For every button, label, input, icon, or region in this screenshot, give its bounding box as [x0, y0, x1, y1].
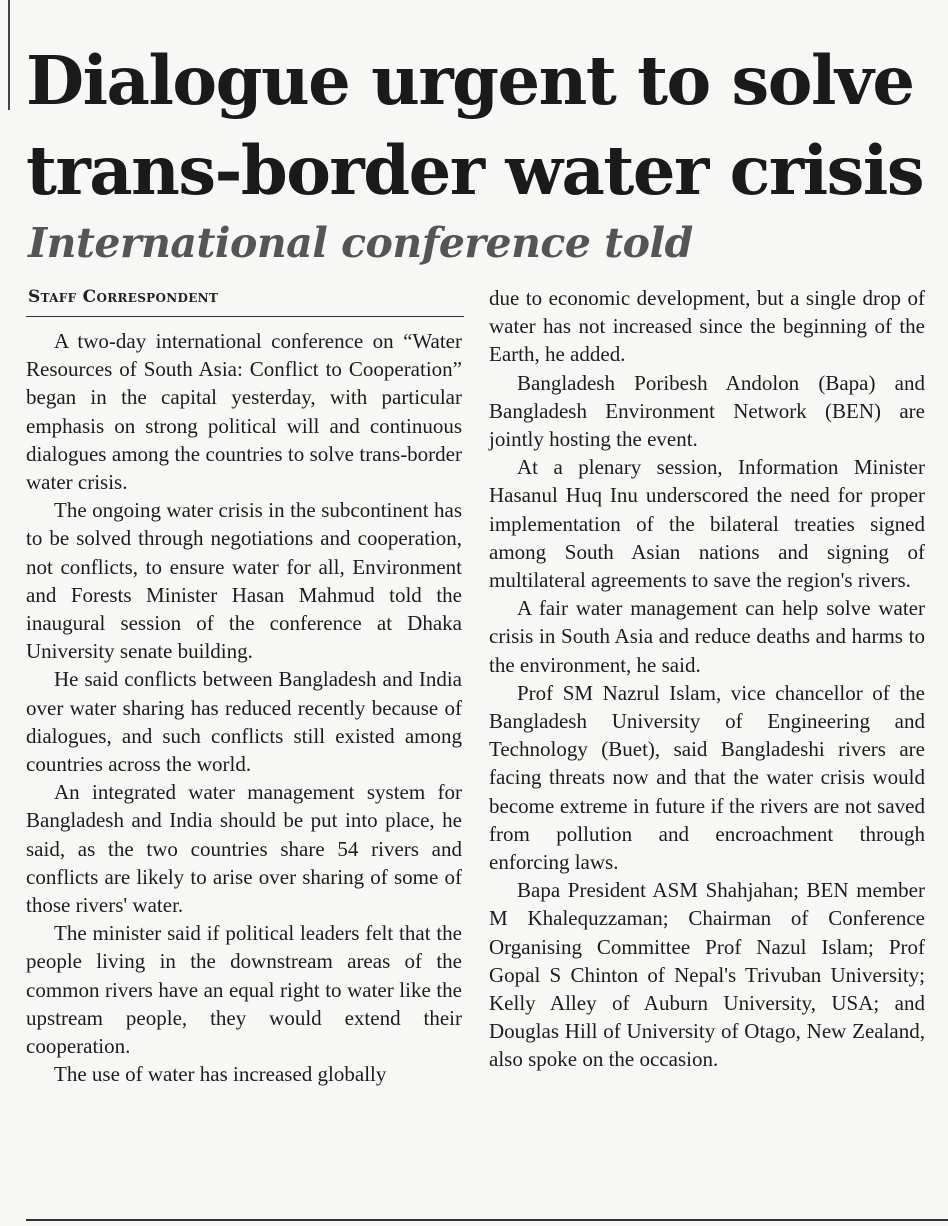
paragraph: Bangladesh Poribesh Andolon (Bapa) and Bangladesh Environment Network (BEN) are jointly hosting the event.: [489, 370, 925, 452]
paragraph: Bapa President ASM Shahjahan; BEN member M Khalequzzaman; Chairman of Conference Organising Committee Prof Nazul Islam; Prof Gopal S Chinton of Nepal's Trivuban University; Kelly Alley of Auburn University, USA; and Douglas Hill of University of Otago, New Zealand, also spoke on the occasion.: [489, 878, 925, 1072]
paragraph: He said conflicts between Bangladesh and India over water sharing has reduced recently because of dialogues, and such conflicts still existed among countries across the world.: [26, 667, 462, 777]
headline-line-1: Dialogue urgent to solve: [26, 41, 914, 120]
bottom-rule: [26, 1219, 948, 1221]
byline-rule: [26, 316, 464, 317]
paragraph: The use of water has increased globally: [54, 1062, 387, 1087]
column-divider-rule: [8, 0, 10, 110]
paragraph: The minister said if political leaders felt that the people living in the downstream areas of the common rivers have an equal right to water like the upstream people, they would extend their cooperation.: [26, 921, 462, 1059]
paragraph: The ongoing water crisis in the subcontinent has to be solved through negotiations and cooperation, not conflicts, to ensure water for all, Environment and Forests Minister Hasan Mahmud told the inaugural session of the conference at Dhaka University senate building.: [26, 498, 462, 664]
paragraph: An integrated water management system for Bangladesh and India should be put into place, he said, as the two countries share 54 rivers and conflicts are likely to arise over sharing of some of those rivers' water.: [26, 780, 462, 918]
paragraph-continued: due to economic development, but a single drop of water has not increased since the beginning of the Earth, he added.: [489, 286, 925, 367]
paragraph: A two-day international conference on “Water Resources of South Asia: Conflict to Cooperation” began in the capital yesterday, with particular emphasis on strong political will and continuous dialogues among the countries to solve trans-border water crisis.: [26, 329, 462, 495]
subheadline: International conference told: [28, 219, 693, 267]
paragraph: A fair water management can help solve water crisis in South Asia and reduce deaths and harms to the environment, he said.: [489, 596, 925, 677]
left-column: [26, 327, 462, 1088]
right-column: [489, 284, 925, 1074]
headline: [26, 36, 941, 216]
paragraph: At a plenary session, Information Minister Hasanul Huq Inu underscored the need for proper implementation of the bilateral treaties signed among South Asian nations and signing of multilateral agreements to save the region's rivers.: [489, 455, 925, 593]
byline: Staff Correspondent: [28, 287, 219, 307]
headline-line-2: trans-border water crisis: [26, 131, 924, 210]
paragraph: Prof SM Nazrul Islam, vice chancellor of the Bangladesh University of Engineering and Technology (Buet), said Bangladeshi rivers are facing threats now and that the water crisis would become extreme in future if the rivers are not saved from pollution and encroachment through enforcing laws.: [489, 680, 925, 875]
